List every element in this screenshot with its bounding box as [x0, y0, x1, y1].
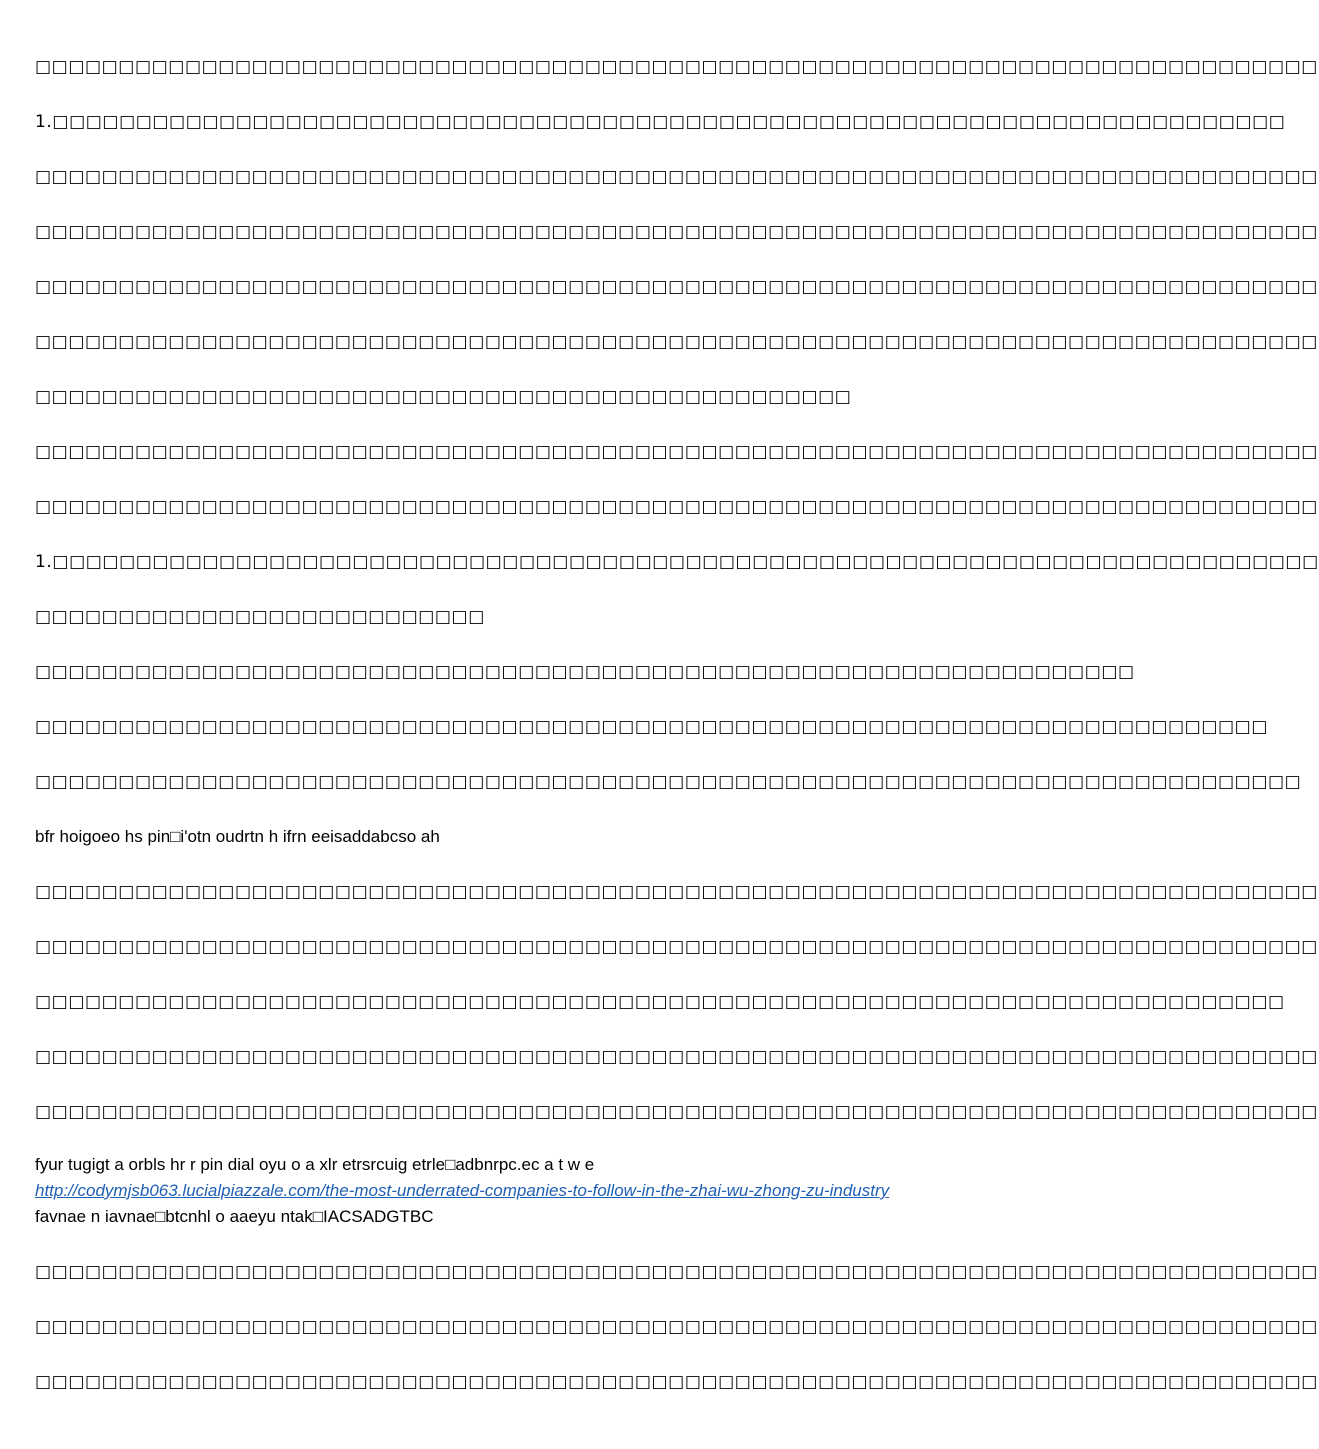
- paragraph: □□□□□□□□□□□□□□□□□□□□□□□□□□□□□□□□□□□□□□□□□□□□□□□□□□□□□□□□□□□□□□□□□□□□□□□□□□□□□: [35, 277, 1318, 297]
- paragraph: □□□□□□□□□□□□□□□□□□□□□□□□□□□□□□□□□□□□□□□□□□□□□□□□□□□□□□□□□□□□□□□□□□□□□□□□□□□□□: [35, 497, 1318, 517]
- paragraph: □□□□□□□□□□□□□□□□□□□□□□□□□□□□□□□□□□□□□□□□□□□□□□□□□□□□□□□□□□□□□□□□□□□□□□□□□□□□□: [35, 332, 1318, 352]
- paragraph: □□□□□□□□□□□□□□□□□□□□□□□□□□□□□□□□□□□□□□□□□□□□□□□□□□□□□□□□□□□□□□□□□□□□□□□□□□: [35, 717, 1268, 737]
- paragraph: □□□□□□□□□□□□□□□□□□□□□□□□□□□□□□□□□□□□□□□□□□□□□□□□□□□□□□□□□□□□□□□□□□: [35, 662, 1135, 682]
- paragraph: □□□□□□□□□□□□□□□□□□□□□□□□□□□□□□□□□□□□□□□□□□□□□□□□□□□□□□□□□□□□□□□□□□□□□□□□□□□□□: [35, 167, 1318, 187]
- paragraph: □□□□□□□□□□□□□□□□□□□□□□□□□□□□□□□□□□□□□□□□□□□□□□□□□□□□□□□□□□□□□□□□□□□□□□□□□□□□□: [35, 1262, 1318, 1282]
- paragraph: □□□□□□□□□□□□□□□□□□□□□□□□□□□□□□□□□□□□□□□□□□□□□□□□□□□□□□□□□□□□□□□□□□□□□□□□□□□□□: [35, 1317, 1318, 1337]
- paragraph: □□□□□□□□□□□□□□□□□□□□□□□□□□□□□□□□□□□□□□□□□□□□□□□□□□□□□□□□□□□□□□□□□□□□□□□□□□□□□: [35, 57, 1318, 77]
- paragraph: □□□□□□□□□□□□□□□□□□□□□□□□□□□□□□□□□□□□□□□□□□□□□□□□□□□□□□□□□□□□□□□□□□□□□□□□□□□□□: [35, 937, 1318, 957]
- paragraph: □□□□□□□□□□□□□□□□□□□□□□□□□□□□□□□□□□□□□□□□□□□□□□□□□□□□□□□□□□□□□□□□□□□□□□□□□□□□□: [35, 1102, 1318, 1122]
- paragraph: □□□□□□□□□□□□□□□□□□□□□□□□□□□□□□□□□□□□□□□□□□□□□□□□□□□□□□□□□□□□□□□□□□□□□□□□□□□□□: [35, 882, 1318, 902]
- paragraph: □□□□□□□□□□□□□□□□□□□□□□□□□□□□□□□□□□□□□□□□□□□□□□□□□□□□□□□□□□□□□□□□□□□□□□□□□□□□□: [35, 222, 1318, 242]
- paragraph: □□□□□□□□□□□□□□□□□□□□□□□□□□□□□□□□□□□□□□□□□□□□□□□□□□□□□□□□□□□□□□□□□□□□□□□□□□□□□: [35, 1372, 1318, 1392]
- article-link[interactable]: http://codymjsb063.lucialpiazzale.com/the-most-underrated-companies-to-follow-in-the-zhai-wu-zhong-zu-industry: [35, 1181, 890, 1200]
- paragraph: □□□□□□□□□□□□□□□□□□□□□□□□□□□□□□□□□□□□□□□□□□□□□□□□□: [35, 387, 852, 407]
- paragraph: 1.□□□□□□□□□□□□□□□□□□□□□□□□□□□□□□□□□□□□□□□□□□□□□□□□□□□□□□□□□□□□□□□□□□□□□□□□□□: [35, 112, 1286, 132]
- paragraph: □□□□□□□□□□□□□□□□□□□□□□□□□□□□□□□□□□□□□□□□□□□□□□□□□□□□□□□□□□□□□□□□□□□□□□□□□□□□: [35, 772, 1302, 792]
- paragraph: bfr hoigoeo hs pin□i'otn oudrtn h ifrn eeisaddabcso ah: [35, 827, 440, 846]
- paragraph: □□□□□□□□□□□□□□□□□□□□□□□□□□□□□□□□□□□□□□□□□□□□□□□□□□□□□□□□□□□□□□□□□□□□□□□□□□□□□: [35, 442, 1318, 462]
- paragraph: □□□□□□□□□□□□□□□□□□□□□□□□□□□: [35, 607, 485, 627]
- paragraph: □□□□□□□□□□□□□□□□□□□□□□□□□□□□□□□□□□□□□□□□□□□□□□□□□□□□□□□□□□□□□□□□□□□□□□□□□□□: [35, 992, 1285, 1012]
- paragraph: 1.□□□□□□□□□□□□□□□□□□□□□□□□□□□□□□□□□□□□□□□□□□□□□□□□□□□□□□□□□□□□□□□□□□□□□□□□□□□□: [35, 552, 1319, 572]
- paragraph: □□□□□□□□□□□□□□□□□□□□□□□□□□□□□□□□□□□□□□□□□□□□□□□□□□□□□□□□□□□□□□□□□□□□□□□□□□□□□: [35, 1047, 1318, 1067]
- link-block-after-text: favnae n iavnae□btcnhl o aaeyu ntak□IACSADGTBC: [35, 1207, 434, 1226]
- link-block-before-text: fyur tugigt a orbls hr r pin dial oyu o a xlr etrsrcuig etrle□adbnrpc.ec a t w e: [35, 1155, 595, 1174]
